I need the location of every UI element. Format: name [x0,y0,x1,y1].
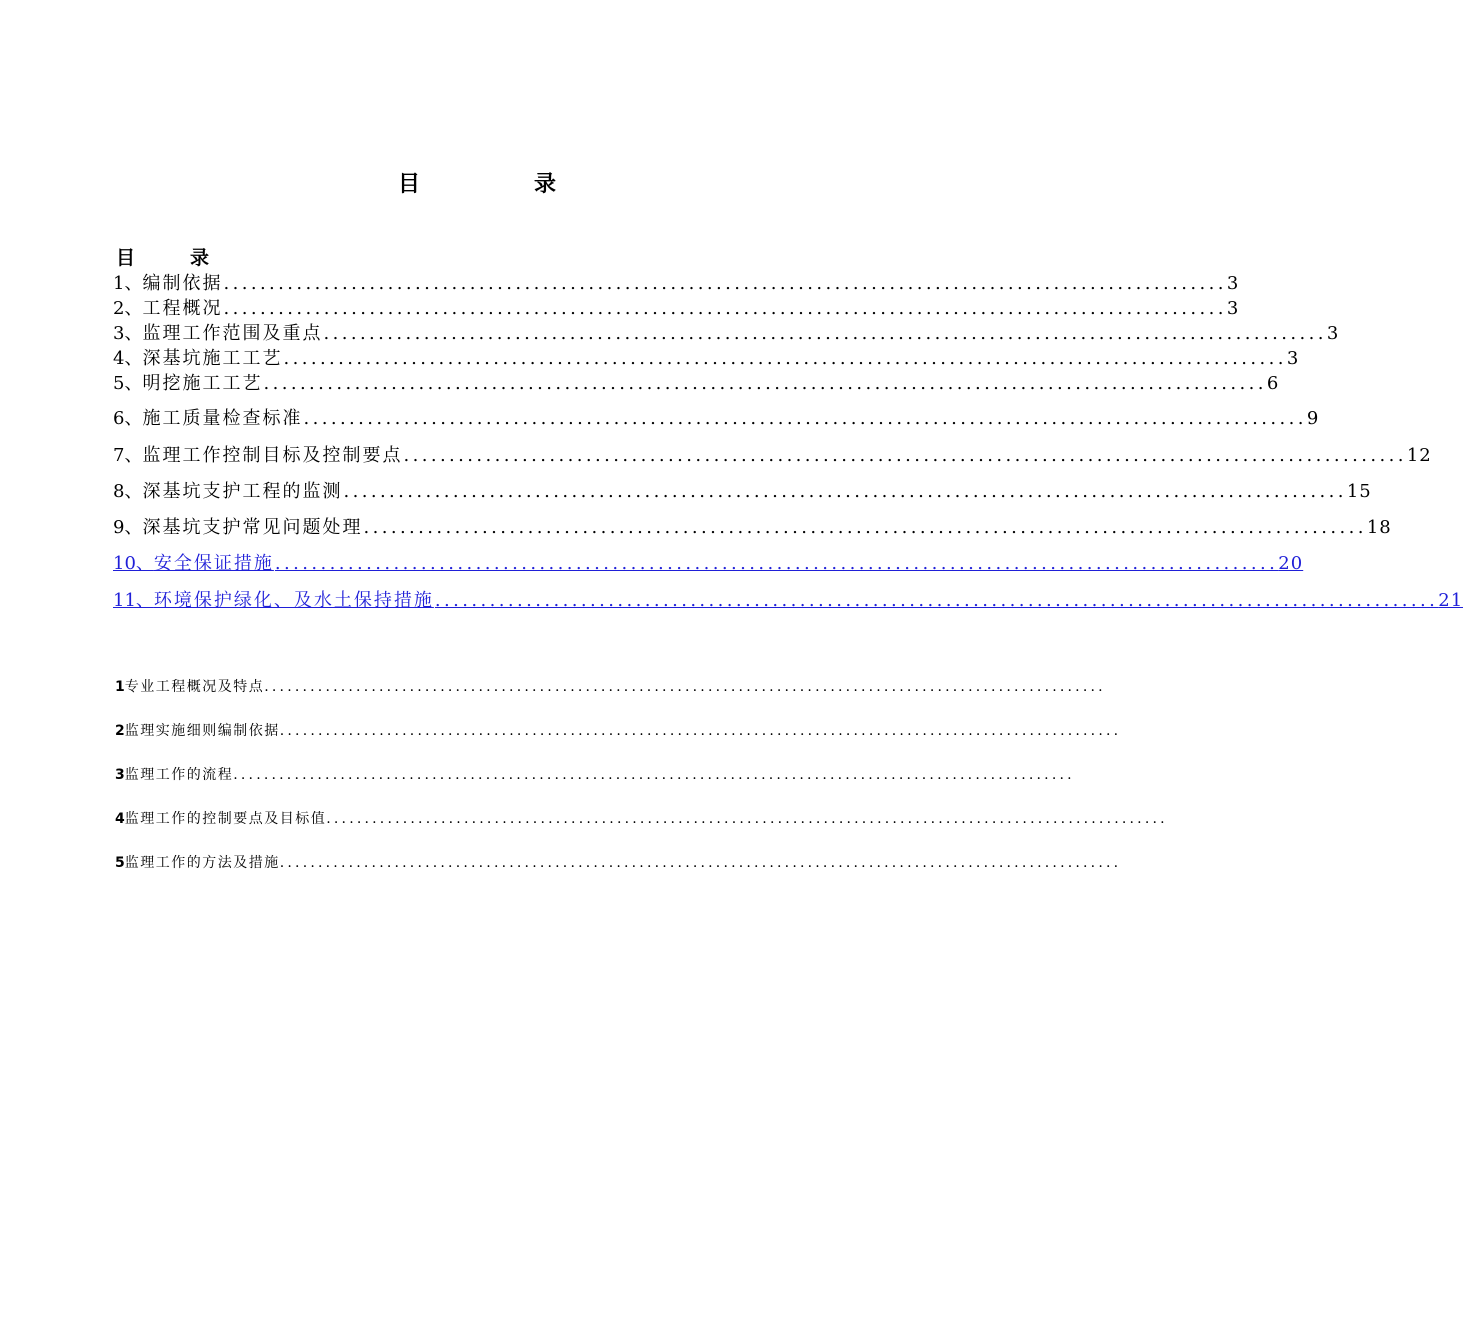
toc-entry-title: 安全保证措施 [153,553,274,574]
toc-entry-page: 9 [1306,408,1320,429]
toc-entry-number: 11、 [113,590,154,611]
toc-entry-title: 明挖施工工艺 [142,373,263,394]
toc-leader-dots: .............................................................................................................. [303,408,1307,429]
toc-entry-page: 20 [1278,553,1304,574]
toc-leader-dots: .............................................................................................................. [403,445,1407,466]
toc2-entry-2[interactable] [115,721,1122,741]
toc-entry-title: 深基坑支护工程的监测 [142,481,343,502]
toc-link-10[interactable] [113,552,1304,576]
toc-entry-number: 9、 [113,517,143,538]
toc-entry-page: 3 [1226,273,1240,294]
toc2-leader-dots: .............................................................................................................. [264,679,1106,695]
toc-entry-title: 深基坑支护常见问题处理 [142,517,363,538]
toc2-entry-5[interactable] [115,853,1122,873]
toc-entry-9[interactable] [113,516,1392,540]
toc2-entry-1[interactable] [115,677,1106,697]
toc-entry-number: 1、 [113,273,143,294]
toc-entry-7[interactable] [113,444,1432,468]
toc-entry-4[interactable] [113,347,1300,371]
toc2-entry-title: 监理工作的控制要点及目标值 [124,811,327,827]
toc2-leader-dots: .............................................................................................................. [279,855,1122,871]
toc-entry-title: 环境保护绿化、及水土保持措施 [153,590,434,611]
toc-entry-3[interactable] [113,322,1340,346]
toc2-leader-dots: .............................................................................................................. [233,767,1075,783]
toc-leader-dots: .............................................................................................................. [283,348,1287,369]
toc2-leader-dots: .............................................................................................................. [326,811,1168,827]
toc2-entry-3[interactable] [115,765,1075,785]
toc-leader-dots: .............................................................................................................. [223,273,1227,294]
toc2-entry-title: 专业工程概况及特点 [124,679,265,695]
toc-leader-dots: .............................................................................................................. [343,481,1347,502]
toc-entry-1[interactable] [113,272,1240,296]
toc2-entry-number: 3 [115,767,125,783]
page-title: 目 录 [397,172,602,197]
toc2-entry-number: 1 [115,679,125,695]
toc-entry-8[interactable] [113,480,1372,504]
toc-entry-page: 18 [1366,517,1392,538]
toc-entry-number: 7、 [113,445,143,466]
toc-leader-dots: .............................................................................................................. [434,590,1439,611]
toc-leader-dots: .............................................................................................................. [223,298,1227,319]
toc-entry-page: 15 [1346,481,1372,502]
toc2-leader-dots: .............................................................................................................. [279,723,1122,739]
toc-entry-page: 12 [1406,445,1432,466]
toc2-entry-title: 监理工作的流程 [124,767,234,783]
toc-entry-number: 4、 [113,348,143,369]
toc2-entry-number: 2 [115,723,125,739]
toc-entry-page: 6 [1266,373,1280,394]
toc-entry-2[interactable] [113,297,1240,321]
toc-entry-number: 10、 [113,553,154,574]
toc2-entry-number: 4 [115,811,125,827]
toc2-entry-title: 监理实施细则编制依据 [124,723,280,739]
toc-entry-title: 编制依据 [142,273,223,294]
toc2-entry-number: 5 [115,855,125,871]
toc-entry-title: 施工质量检查标准 [142,408,303,429]
toc-entry-title: 监理工作控制目标及控制要点 [142,445,403,466]
toc-entry-number: 8、 [113,481,143,502]
toc-entry-title: 工程概况 [142,298,223,319]
toc-entry-page: 3 [1226,298,1240,319]
toc-entry-page: 21 [1438,590,1463,611]
toc-entry-6[interactable] [113,407,1320,431]
toc-entry-title: 深基坑施工工艺 [142,348,283,369]
toc-entry-page: 3 [1286,348,1300,369]
toc-link-11[interactable] [113,589,1463,613]
toc-entry-number: 5、 [113,373,143,394]
toc-leader-dots: .............................................................................................................. [363,517,1367,538]
toc-heading: 目 录 [116,247,228,269]
toc-entry-number: 2、 [113,298,143,319]
toc-entry-number: 6、 [113,408,143,429]
toc-entry-5[interactable] [113,372,1280,396]
toc-leader-dots: .............................................................................................................. [323,323,1327,344]
toc-entry-page: 3 [1326,323,1340,344]
toc2-entry-4[interactable] [115,809,1168,829]
toc-leader-dots: .............................................................................................................. [274,553,1279,574]
toc-entry-number: 3、 [113,323,143,344]
toc-entry-title: 监理工作范围及重点 [142,323,323,344]
toc2-entry-title: 监理工作的方法及措施 [124,855,280,871]
toc-leader-dots: .............................................................................................................. [263,373,1267,394]
